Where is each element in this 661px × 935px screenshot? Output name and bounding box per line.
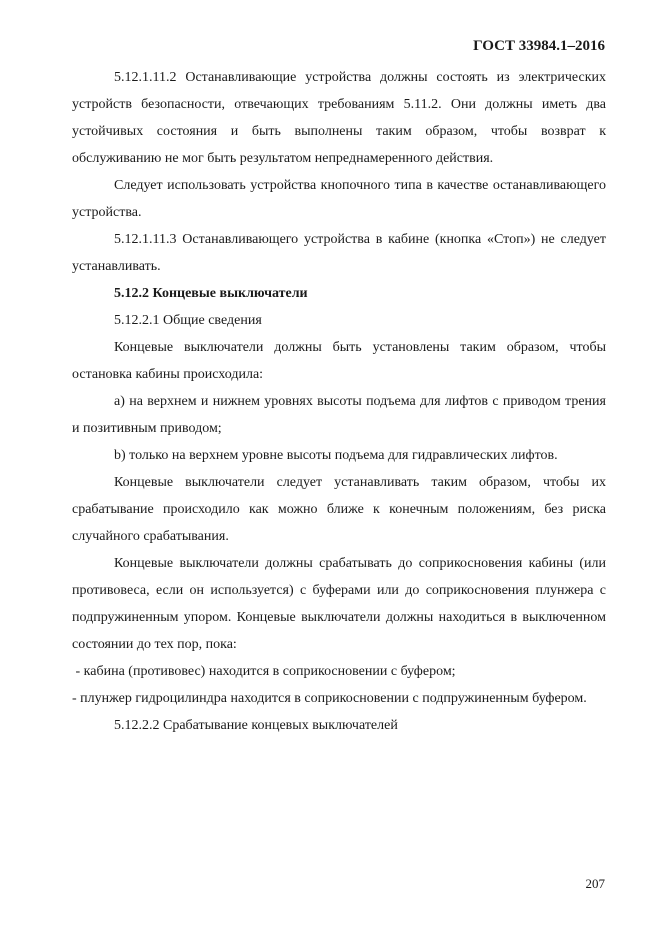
- document-body: [72, 64, 606, 739]
- list-item-a: a) на верхнем и нижнем уровнях высоты подъема для лифтов с приводом трения и позитивным приводом;: [72, 394, 606, 436]
- page-number: 207: [585, 876, 605, 891]
- paragraph-stop-device-type: Следует использовать устройства кнопочного типа в качестве останавливающего устройства.: [72, 178, 606, 220]
- paragraph-placement: Концевые выключатели следует устанавливать таким образом, чтобы их срабатывание происходило как можно ближе к конечным положениям, без риска случайного срабатывания.: [72, 475, 606, 544]
- section-heading-limit-switches: 5.12.2 Концевые выключатели: [114, 286, 308, 301]
- subsection-heading-general: 5.12.2.1 Общие сведения: [114, 313, 262, 328]
- document-header: ГОСТ 33984.1–2016: [473, 38, 605, 54]
- paragraph-5-12-1-11-2: 5.12.1.11.2 Останавливающие устройства должны состоять из электрических устройств безопасности, отвечающих требованиям 5.11.2. Они должны иметь два устойчивых состояния и быть выполнены таким образом, чтобы возврат к обслуживанию не мог быть результатом непреднамеренного действия.: [72, 70, 606, 166]
- paragraph-5-12-1-11-3: 5.12.1.11.3 Останавливающего устройства в кабине (кнопка «Стоп») не следует устанавливать.: [72, 232, 606, 274]
- paragraph-actuation: Концевые выключатели должны срабатывать до соприкосновения кабины (или противовеса, если он используется) с буферами или до соприкосновения плунжера с подпружиненным упором. Концевые выключатели должны находиться в выключенном состоянии до тех пор, пока:: [72, 556, 606, 652]
- list-item-plunger: - плунжер гидроцилиндра находится в соприкосновении с подпружиненным буфером.: [72, 691, 587, 706]
- paragraph-installation: Концевые выключатели должны быть установлены таким образом, чтобы остановка кабины происходила:: [72, 340, 606, 382]
- subsection-heading-actuation: 5.12.2.2 Срабатывание концевых выключателей: [114, 718, 398, 733]
- list-item-cabin: - кабина (противовес) находится в соприкосновении с буфером;: [72, 664, 456, 679]
- list-item-b: b) только на верхнем уровне высоты подъема для гидравлических лифтов.: [114, 448, 558, 463]
